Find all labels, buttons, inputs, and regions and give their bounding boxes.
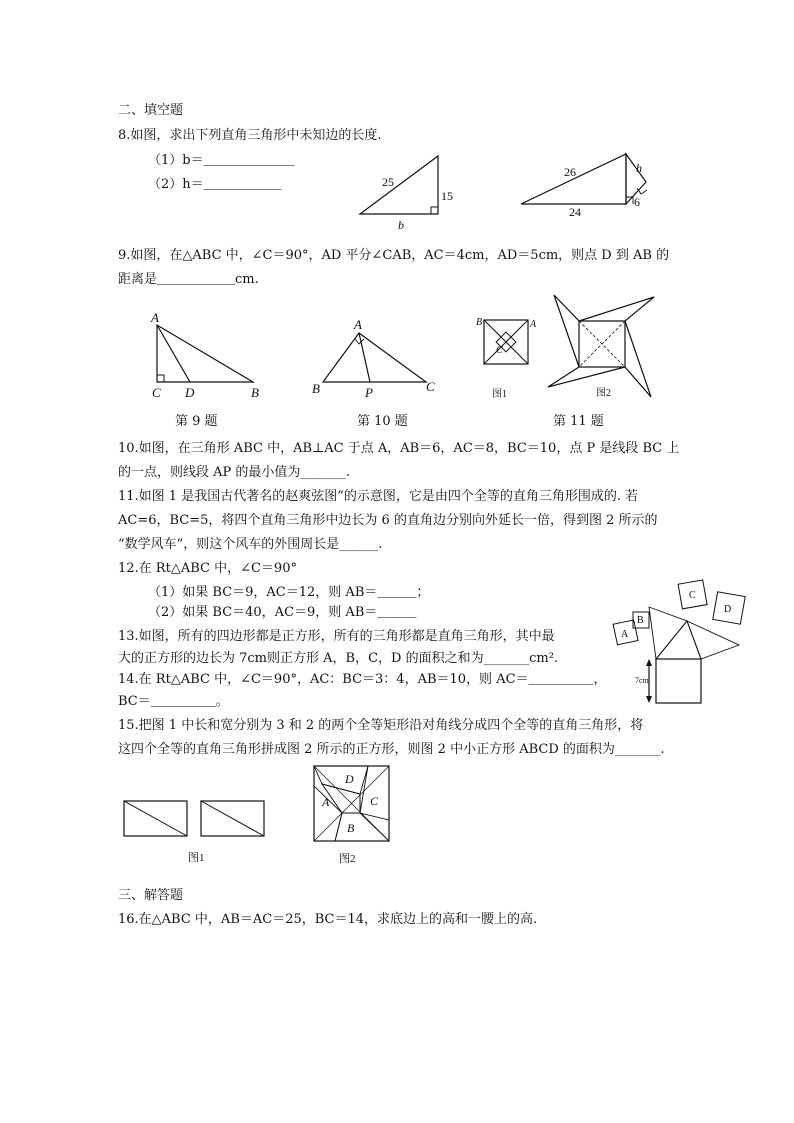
q11-line2: AC=6，BC=5，将四个直角三角形中边长为 6 的直角边分别向外延长一倍，得到图 2 所示的: [118, 513, 658, 528]
q15-figure-2: [310, 764, 395, 869]
q8-figure-2: [515, 150, 655, 225]
q13-label-d: D: [724, 604, 732, 615]
q15-fig2-label-d: D: [345, 772, 354, 786]
q15-line1: 15.把图 1 中长和宽分别为 3 和 2 的两个全等矩形沿对角线分成四个全等的直角三角形，将: [118, 718, 644, 733]
q14-line2: BC＝＿＿＿＿＿。: [118, 694, 229, 709]
q8-fig1-unknown: b: [398, 218, 404, 232]
q8-fig2-unknown: h: [636, 161, 642, 175]
q8-fig2-leg: 6: [634, 195, 640, 209]
q13-label-len: 7cm: [635, 676, 649, 685]
q10-label-p: P: [365, 385, 373, 400]
q10-label-b: B: [312, 381, 320, 396]
q11-figure-2: [544, 293, 659, 403]
q11-line1: 11.如图 1 是我国古代著名的赵爽弦图”的示意图，它是由四个全等的直角三角形围成的. 若: [118, 489, 639, 504]
q13-line2: 大的正方形的边长为 7cm则正方形 A，B，C，D 的面积之和为_______cm².: [118, 651, 559, 666]
q14-line1: 14.在 Rt△ABC 中，∠C＝90°，AC：BC＝3：4，AB＝10，则 AC＝＿＿＿＿＿，: [118, 672, 607, 687]
q10-line1: 10.如图，在三角形 ABC 中，AB⊥AC 于点 A，AB＝6，AC＝8，BC＝10，点 P 是线段 BC 上: [118, 441, 680, 456]
q13-figure: [605, 574, 765, 709]
q12-sub1: （1）如果 BC＝9，AC＝12，则 AB＝＿＿＿；: [148, 585, 430, 600]
q15-figure-1: [120, 797, 270, 867]
q8-fig2-base: 24: [569, 205, 581, 219]
q9-label-b: B: [251, 385, 259, 400]
q13-label-b: B: [637, 615, 644, 626]
q8-sub2: （2）h＝＿＿＿＿＿＿: [148, 177, 282, 192]
q15-fig2-label-a: A: [322, 795, 330, 809]
q9-label-a: A: [151, 310, 159, 325]
q9-figure: [145, 305, 275, 405]
q9-label-d: D: [185, 385, 195, 400]
q13-label-a: A: [621, 629, 629, 640]
q16-text: 16.在△ABC 中，AB＝AC＝25，BC＝14，求底边上的高和一腰上的高.: [118, 912, 538, 927]
q10-label-c: C: [426, 379, 435, 394]
q8-fig1-leg: 15: [441, 189, 453, 203]
q11-caption: 第 11 题: [553, 414, 604, 429]
q9-line2: 距离是＿＿＿＿＿＿cm.: [118, 272, 259, 287]
q9-caption: 第 9 题: [175, 414, 218, 429]
q10-label-a: A: [354, 317, 362, 332]
q11-figure-1: [472, 295, 537, 400]
q15-fig1-caption: 图1: [188, 852, 205, 864]
q9-label-c: C: [152, 385, 161, 400]
q12-stem: 12.在 Rt△ABC 中，∠C＝90°: [118, 561, 297, 576]
q12-sub2: （2）如果 BC＝40，AC＝9，则 AB＝＿＿＿: [148, 605, 417, 620]
q8-fig1-hyp: 25: [382, 175, 394, 189]
q9-line1: 9.如图，在△ABC 中，∠C＝90°，AD 平分∠CAB，AC＝4cm，AD＝5cm，则点 D 到 AB 的: [118, 248, 670, 263]
q15-line2: 这四个全等的直角三角形拼成图 2 所示的正方形，则图 2 中小正方形 ABCD 的面积为_______.: [118, 742, 665, 757]
q8-stem: 8.如图，求出下列直角三角形中未知边的长度.: [118, 128, 382, 143]
q15-fig2-caption: 图2: [339, 853, 356, 865]
q11-fig1-label-c: C: [496, 345, 503, 356]
q8-figure-1: [355, 150, 465, 230]
q11-fig1-label-a: A: [530, 319, 537, 330]
q15-fig2-label-b: B: [347, 821, 355, 835]
q11-fig1-caption: 图1: [492, 389, 507, 400]
q11-line3: “数学风车”，则这个风车的外围周长是______.: [118, 537, 383, 552]
q11-fig1-label-b: B: [476, 317, 483, 328]
q13-label-c: C: [689, 590, 696, 601]
q10-line2: 的一点，则线段 AP 的最小值为_______.: [118, 465, 351, 480]
section-title-fill-in: 二、填空题: [118, 103, 184, 118]
q13-line1: 13.如图，所有的四边形都是正方形，所有的三角形都是直角三角形，其中最: [118, 629, 555, 644]
q10-figure: [308, 315, 443, 400]
q8-fig2-hyp: 26: [564, 165, 576, 179]
q10-caption: 第 10 题: [357, 414, 408, 429]
q15-fig2-label-c: C: [370, 794, 379, 808]
q11-fig2-caption: 图2: [596, 388, 611, 399]
section-title-solve: 三、解答题: [118, 888, 184, 903]
q8-sub1: （1）b＝＿＿＿＿＿＿＿: [148, 153, 295, 168]
